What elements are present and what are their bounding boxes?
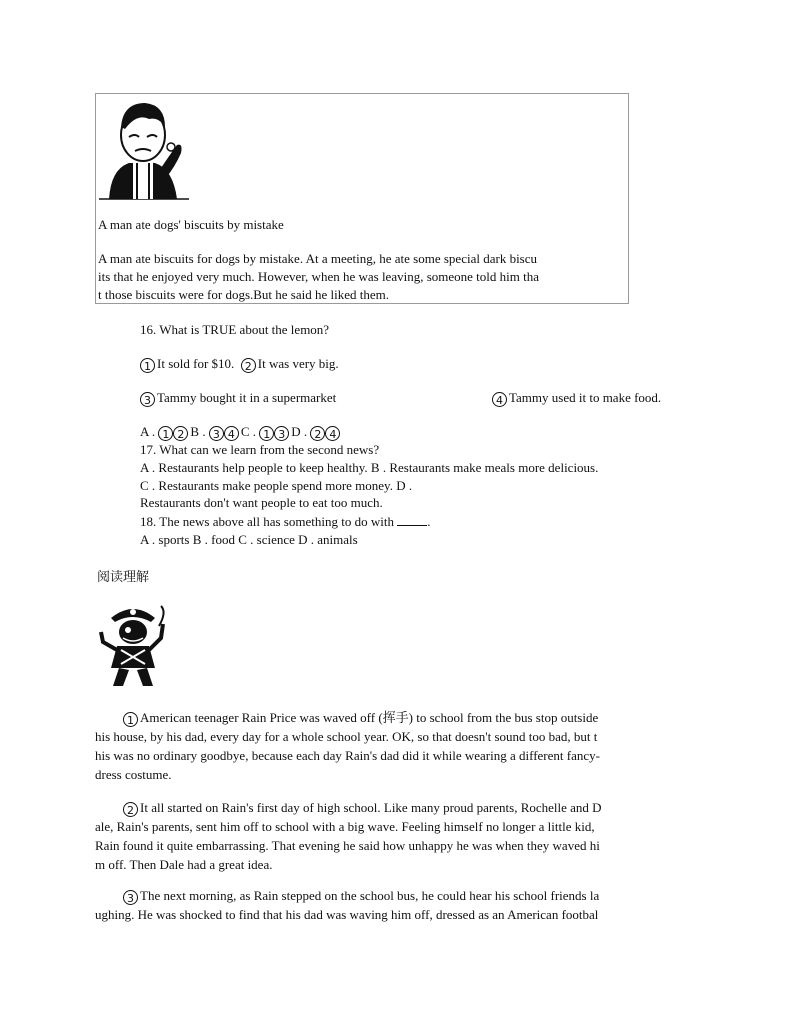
q16-option-3: 3 Tammy bought it in a supermarket <box>140 390 336 407</box>
news-body-line: its that he enjoyed very much. However, when he was leaving, someone told him tha <box>98 269 540 284</box>
q17-options-line: A . Restaurants help people to keep healthy. B . Restaurants make meals more delicious. <box>140 460 599 475</box>
man-eating-illustration <box>99 97 189 201</box>
q16-option-4: 4 Tammy used it to make food. <box>492 390 661 407</box>
q17-stem: 17. What can we learn from the second news? <box>140 442 380 457</box>
news-body-line: A man ate biscuits for dogs by mistake. At a meeting, he ate some special dark biscu <box>98 251 538 266</box>
news-headline: A man ate dogs' biscuits by mistake <box>98 217 284 232</box>
circled-number: 2 <box>173 426 188 441</box>
q17-options-line: Restaurants don't want people to eat too much. <box>140 495 383 510</box>
news-body-line: t those biscuits were for dogs.But he said he liked them. <box>98 287 390 302</box>
circled-number: 4 <box>224 426 239 441</box>
news-box <box>95 93 629 304</box>
passage-paragraph-2: 2 It all started on Rain's first day of high school. Like many proud parents, Rochelle and D ale, Rain's parents, sent him off to school with a big wave. Feeling himself no longer a little kid, Rain found it quite embarrassing. That evening he said how unhappy he was when they waved hi m off. Then Dale had a great idea. <box>95 800 602 872</box>
circled-number: 1 <box>123 712 138 727</box>
circled-number: 3 <box>140 392 155 407</box>
q16-answers: A . 1 2 B . 3 4 C . 1 3 D . 2 4 <box>140 424 342 441</box>
circled-number: 4 <box>492 392 507 407</box>
passage-paragraph-3: 3 The next morning, as Rain stepped on the school bus, he could hear his school friends la ughing. He was shocked to find that his dad was waving him off, dressed as an American footbal <box>95 888 600 922</box>
pirate-illustration <box>97 602 169 688</box>
section-heading: 阅读理解 <box>97 570 150 585</box>
circled-number: 2 <box>310 426 325 441</box>
circled-number: 4 <box>325 426 340 441</box>
answer-blank <box>397 514 427 526</box>
passage-paragraph-1: 1 American teenager Rain Price was waved off (挥手) to school from the bus stop outside his house, by his dad, every day for a whole school year. OK, so that doesn't sound too bad, but t his was no ordinary goodbye, because each day Rain's dad did it while wearing a different fancy- dress costume. <box>95 710 600 782</box>
circled-number: 2 <box>241 358 256 373</box>
circled-number: 3 <box>209 426 224 441</box>
circled-number: 1 <box>158 426 173 441</box>
circled-number: 3 <box>123 890 138 905</box>
circled-number: 1 <box>140 358 155 373</box>
q18-options: A . sports B . food C . science D . animals <box>140 532 358 547</box>
q16-option-1: 1 It sold for $10. 2 It was very big. <box>140 356 339 373</box>
q17-options-line: C . Restaurants make people spend more money. D . <box>140 478 413 493</box>
q16-stem: 16. What is TRUE about the lemon? <box>140 322 330 337</box>
circled-number: 1 <box>259 426 274 441</box>
circled-number: 3 <box>274 426 289 441</box>
q18-stem: 18. The news above all has something to do with . <box>140 514 431 529</box>
circled-number: 2 <box>123 802 138 817</box>
